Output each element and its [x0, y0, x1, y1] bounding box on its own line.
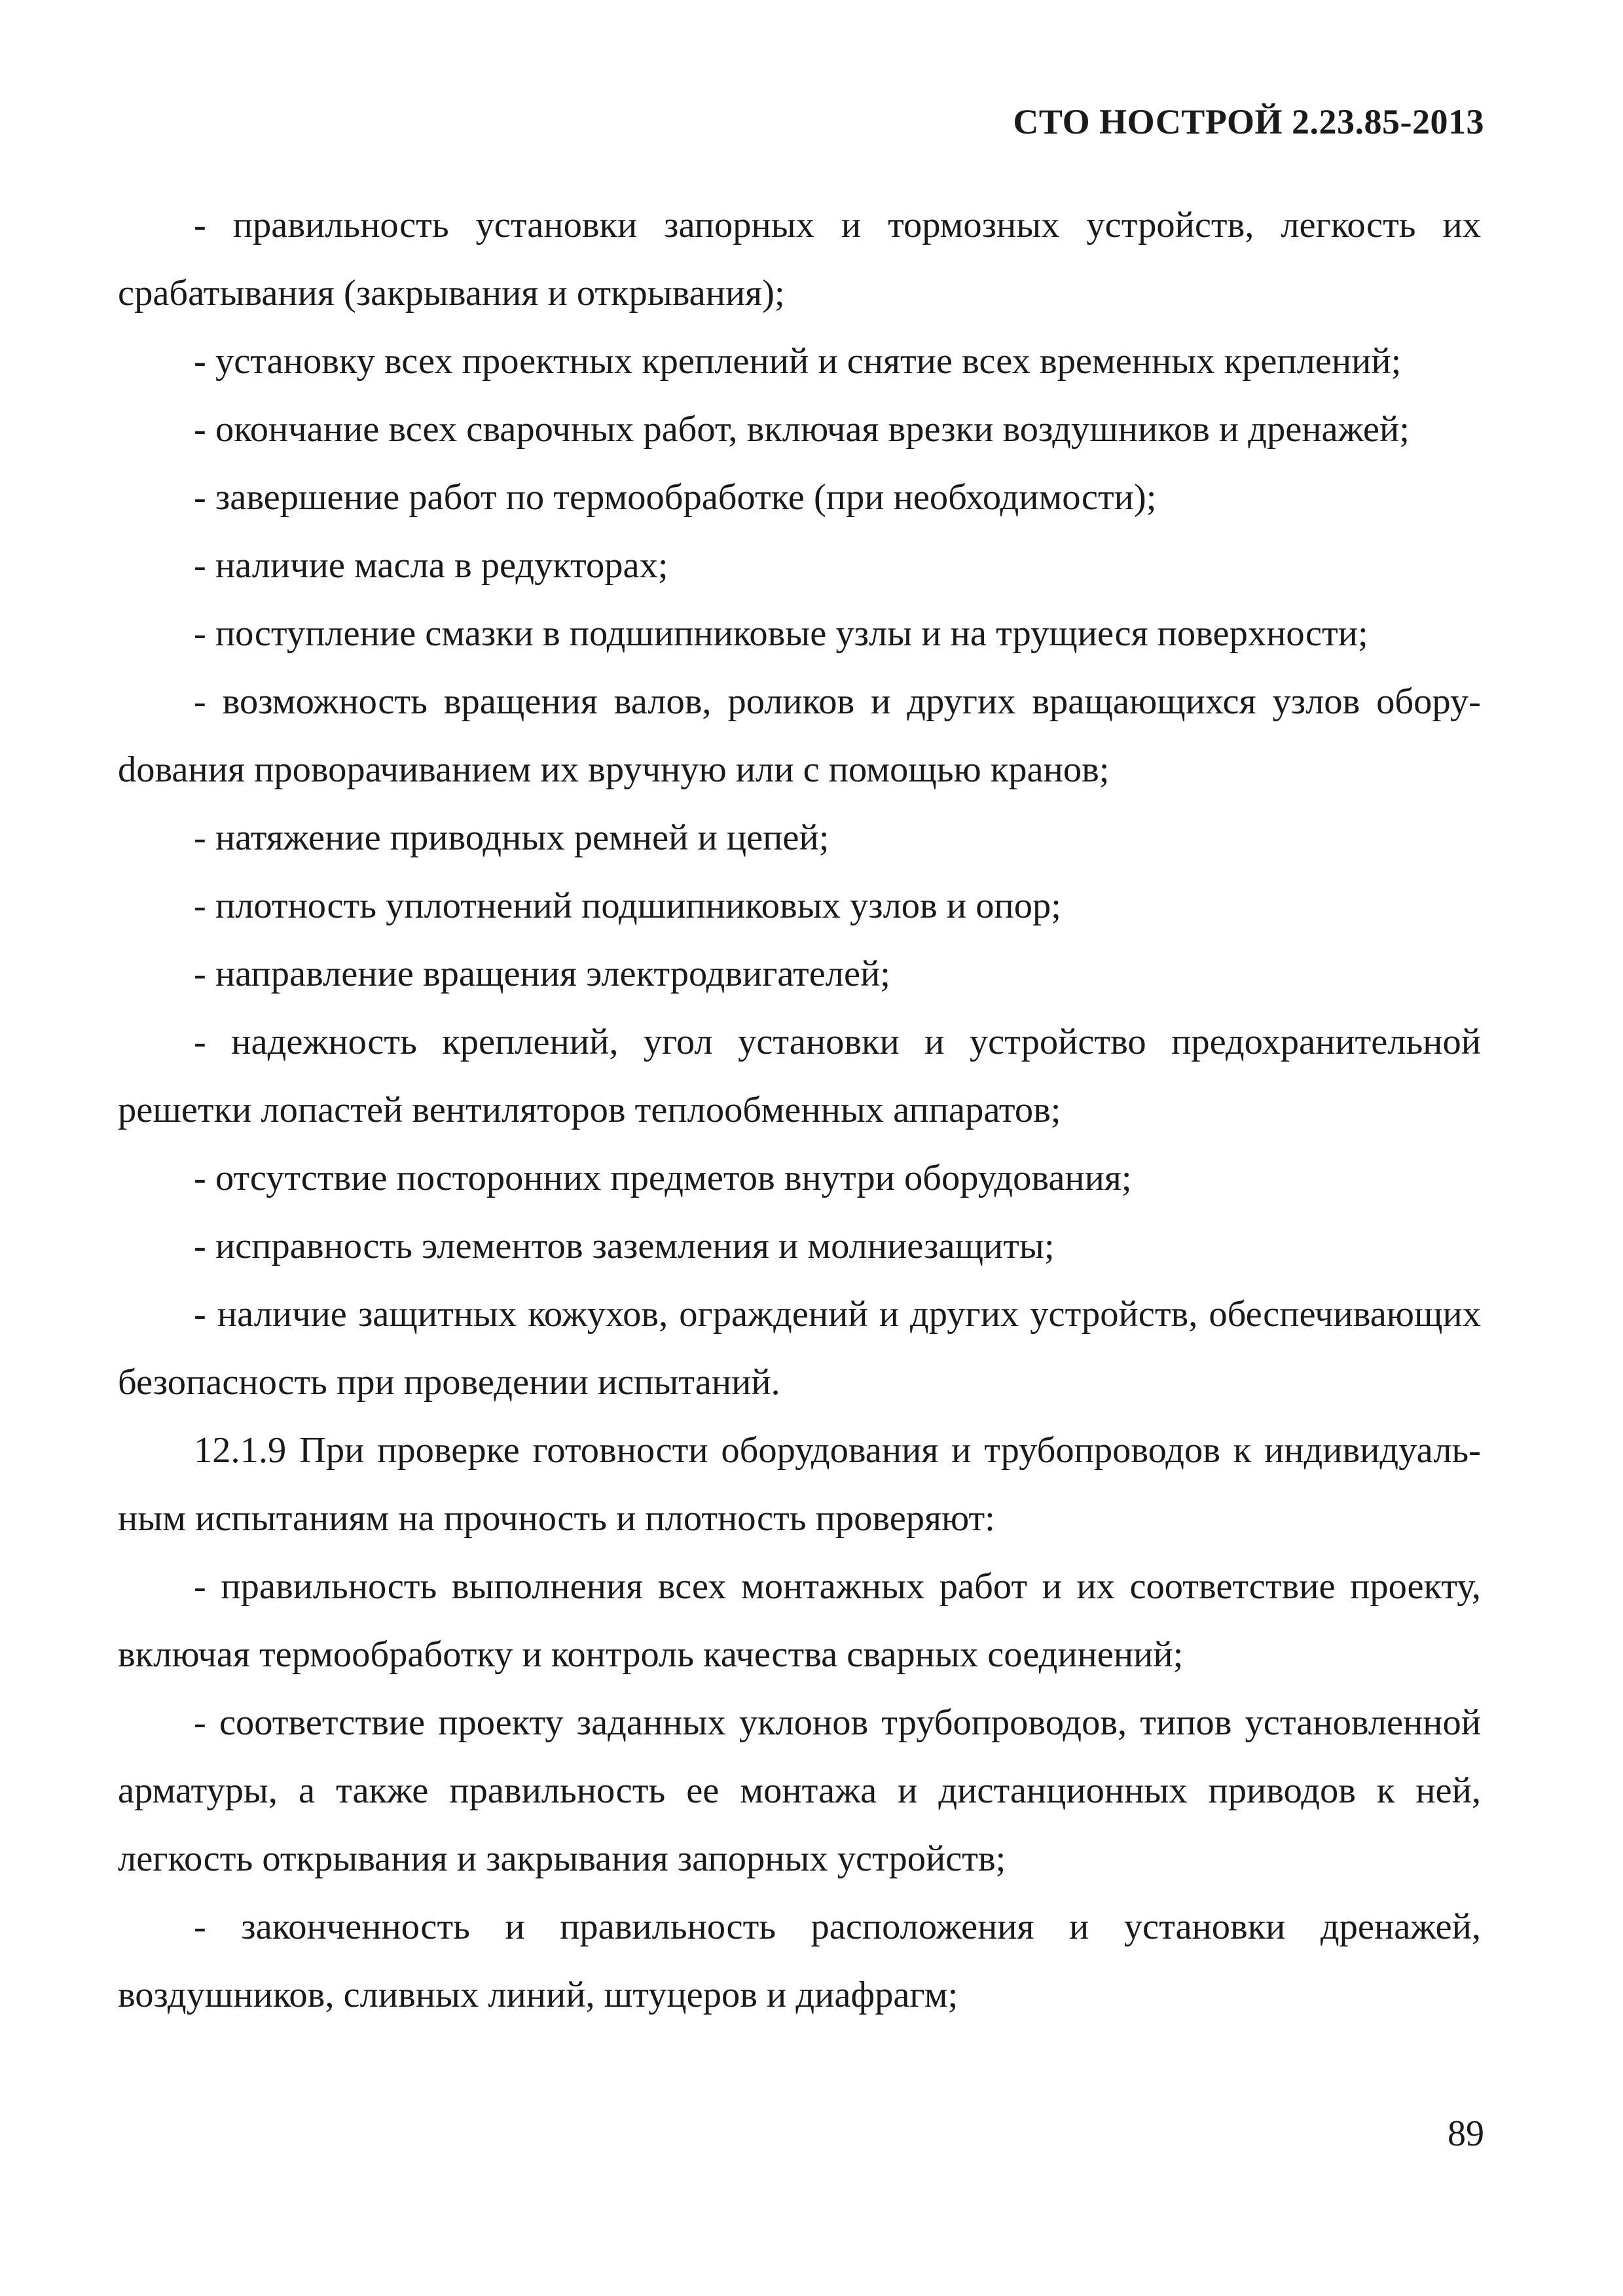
list-item: - поступление смазки в подшипниковые узлы и на трущиеся поверхности;	[194, 613, 1368, 654]
list-item: - правильность установки запорных и тормозных устройств, легкость их срабатывания (закрывания и открывания);	[118, 205, 1481, 314]
list-item: - отсутствие посторонних предметов внутри оборудования;	[194, 1158, 1132, 1198]
list-item: - исправность элементов заземления и молниезащиты;	[194, 1226, 1055, 1266]
page-number: 89	[1448, 2113, 1484, 2154]
list-item: - завершение работ по термообработке (при необходимости);	[194, 477, 1157, 518]
list-item: - наличие защитных кожухов, ограждений и других устройств, обеспечивающих безопасность при проведении испытаний.	[118, 1294, 1481, 1403]
list-item: - законченность и правильность расположения и установки дренажей, воздушников, сливных линий, штуцеров и диафрагм;	[118, 1907, 1481, 2015]
list-item: - возможность вращения валов, роликов и других вращающихся узлов оборуdования проворачиванием их вручную или с помощью кранов;	[118, 681, 1481, 790]
list-item: - окончание всех сварочных работ, включая врезки воздушников и дренажей;	[194, 409, 1410, 450]
list-item: - правильность выполнения всех монтажных работ и их соответствие проекту, включая термообработку и контроль качества сварных соединений;	[118, 1566, 1481, 1675]
document-code-header: СТО НОСТРОЙ 2.23.85-2013	[1013, 102, 1484, 141]
list-item: - наличие масла в редукторах;	[194, 545, 668, 586]
list-item: - плотность уплотнений подшипниковых узлов и опор;	[194, 886, 1061, 926]
document-body	[118, 191, 1481, 2029]
section-paragraph-12-1-9: 12.1.9 При проверке готовности оборудования и трубопроводов к индивидуальным испытаниям на прочность и плотность проверяют:	[118, 1430, 1481, 1539]
list-item: - направление вращения электродвигателей;	[194, 954, 891, 994]
list-item: - надежность креплений, угол установки и устройство предохранительной решетки лопастей вентиляторов теплообменных аппаратов;	[118, 1022, 1481, 1130]
list-item: - натяжение приводных ремней и цепей;	[194, 817, 830, 858]
list-item: - установку всех проектных креплений и снятие всех временных креплений;	[194, 341, 1402, 382]
list-item: - соответствие проекту заданных уклонов трубопроводов, типов установленной арматуры, а также правильность ее монтажа и дистанционных приводов к ней, легкость открывания и закрывания запорных устройств;	[118, 1702, 1481, 1879]
